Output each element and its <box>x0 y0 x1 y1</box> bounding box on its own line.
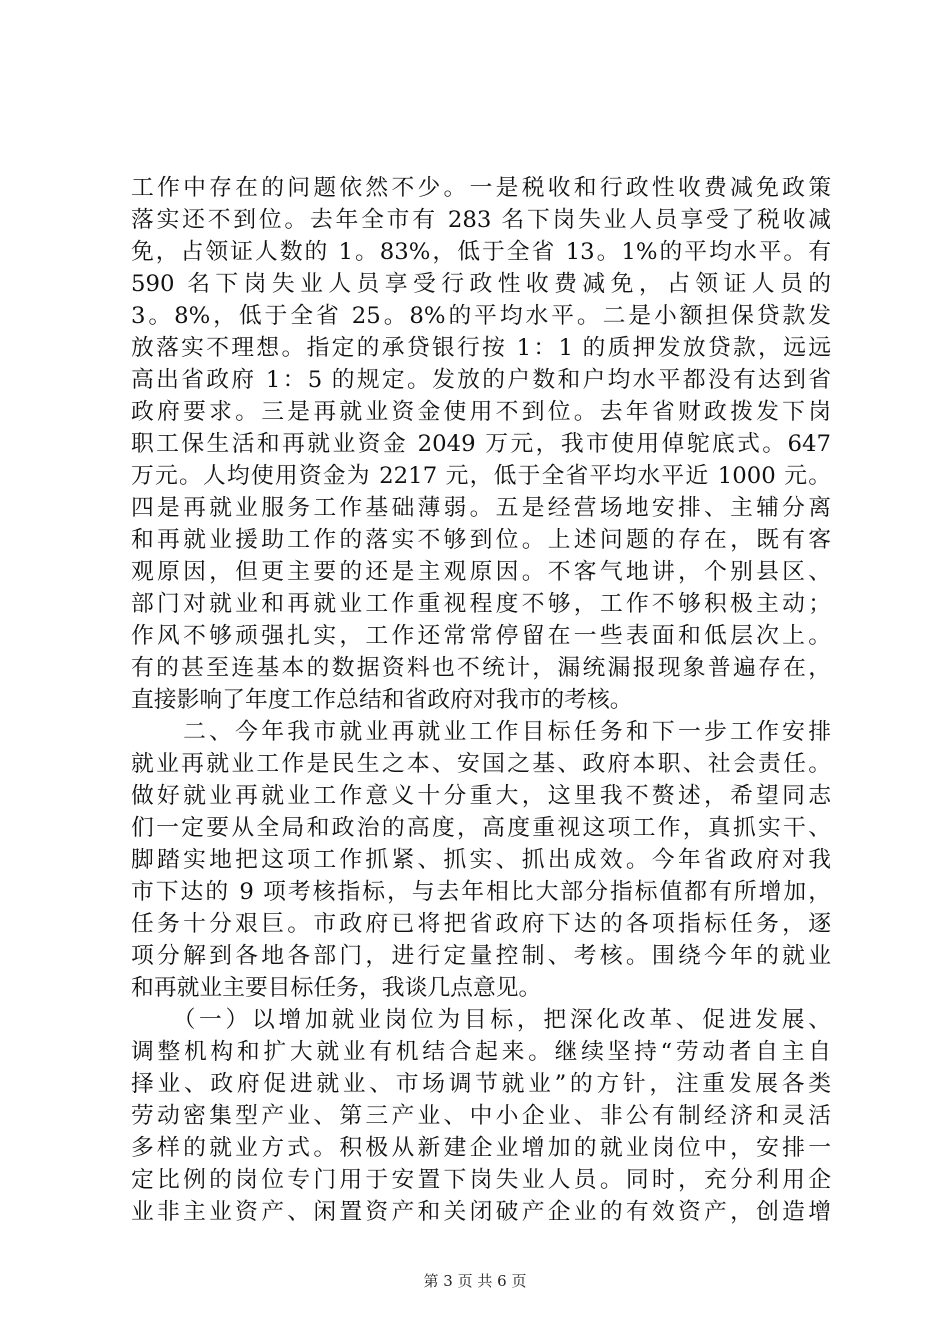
page-footer: 第 3 页 共 6 页 <box>423 1272 527 1290</box>
text-line: 观原因，但更主要的还是主观原因。不客气地讲，个别县区、 <box>131 559 831 585</box>
text-line: 高出省政府 1：5 的规定。发放的户数和户均水平都没有达到省 <box>131 367 831 393</box>
text-line: 590 名下岗失业人员享受行政性收费减免，占领证人员的 <box>131 271 831 297</box>
text-line: 3。8%，低于全省 25。8%的平均水平。二是小额担保贷款发 <box>131 303 831 329</box>
text-line: 直接影响了年度工作总结和省政府对我市的考核。 <box>131 687 633 713</box>
body-text <box>131 172 831 1228</box>
text-line: 和再就业主要目标任务，我谈几点意见。 <box>131 975 542 1001</box>
text-line: 落实还不到位。去年全市有 283 名下岗失业人员享受了税收减 <box>131 207 831 233</box>
text-line: 有的甚至连基本的数据资料也不统计，漏统漏报现象普遍存在， <box>131 655 831 681</box>
text-line: 做好就业再就业工作意义十分重大，这里我不赘述，希望同志 <box>131 783 831 809</box>
text-line: 万元。人均使用资金为 2217 元，低于全省平均水平近 1000 元。 <box>131 463 831 489</box>
text-line: 业非主业资产、闲置资产和关闭破产企业的有效资产，创造增 <box>131 1199 831 1225</box>
text-line: 脚踏实地把这项工作抓紧、抓实、抓出成效。今年省政府对我 <box>131 847 831 873</box>
section-heading: 二、今年我市就业再就业工作目标任务和下一步工作安排 <box>131 719 831 745</box>
text-line: 作风不够顽强扎实，工作还常常停留在一些表面和低层次上。 <box>131 623 831 649</box>
text-line: 择业、政府促进就业、市场调节就业”的方针，注重发展各类 <box>131 1071 831 1097</box>
text-line: 调整机构和扩大就业有机结合起来。继续坚持“劳动者自主自 <box>131 1039 831 1065</box>
subsection-line: （一）以增加就业岗位为目标，把深化改革、促进发展、 <box>131 1007 831 1033</box>
text-line: 市下达的 9 项考核指标，与去年相比大部分指标值都有所增加， <box>131 879 831 905</box>
text-line: 项分解到各地各部门，进行定量控制、考核。围绕今年的就业 <box>131 943 831 969</box>
text-line: 放落实不理想。指定的承贷银行按 1：1 的质押发放贷款，远远 <box>131 335 831 361</box>
text-line: 免，占领证人数的 1。83%，低于全省 13。1%的平均水平。有 <box>131 239 831 265</box>
text-line: 劳动密集型产业、第三产业、中小企业、非公有制经济和灵活 <box>131 1103 831 1129</box>
text-line: 和再就业援助工作的落实不够到位。上述问题的存在，既有客 <box>131 527 831 553</box>
text-line: 四是再就业服务工作基础薄弱。五是经营场地安排、主辅分离 <box>131 495 831 521</box>
text-line: 部门对就业和再就业工作重视程度不够，工作不够积极主动； <box>131 591 831 617</box>
text-line: 定比例的岗位专门用于安置下岗失业人员。同时，充分利用企 <box>131 1167 831 1193</box>
text-line: 们一定要从全局和政治的高度，高度重视这项工作，真抓实干、 <box>131 815 831 841</box>
text-line: 工作中存在的问题依然不少。一是税收和行政性收费减免政策 <box>131 175 831 201</box>
text-line: 多样的就业方式。积极从新建企业增加的就业岗位中，安排一 <box>131 1135 831 1161</box>
text-line: 任务十分艰巨。市政府已将把省政府下达的各项指标任务，逐 <box>131 911 831 937</box>
text-line: 政府要求。三是再就业资金使用不到位。去年省财政拨发下岗 <box>131 399 831 425</box>
text-line: 就业再就业工作是民生之本、安国之基、政府本职、社会责任。 <box>131 751 831 777</box>
text-line: 职工保生活和再就业资金 2049 万元，我市使用倬鸵底式。647 <box>131 431 831 457</box>
